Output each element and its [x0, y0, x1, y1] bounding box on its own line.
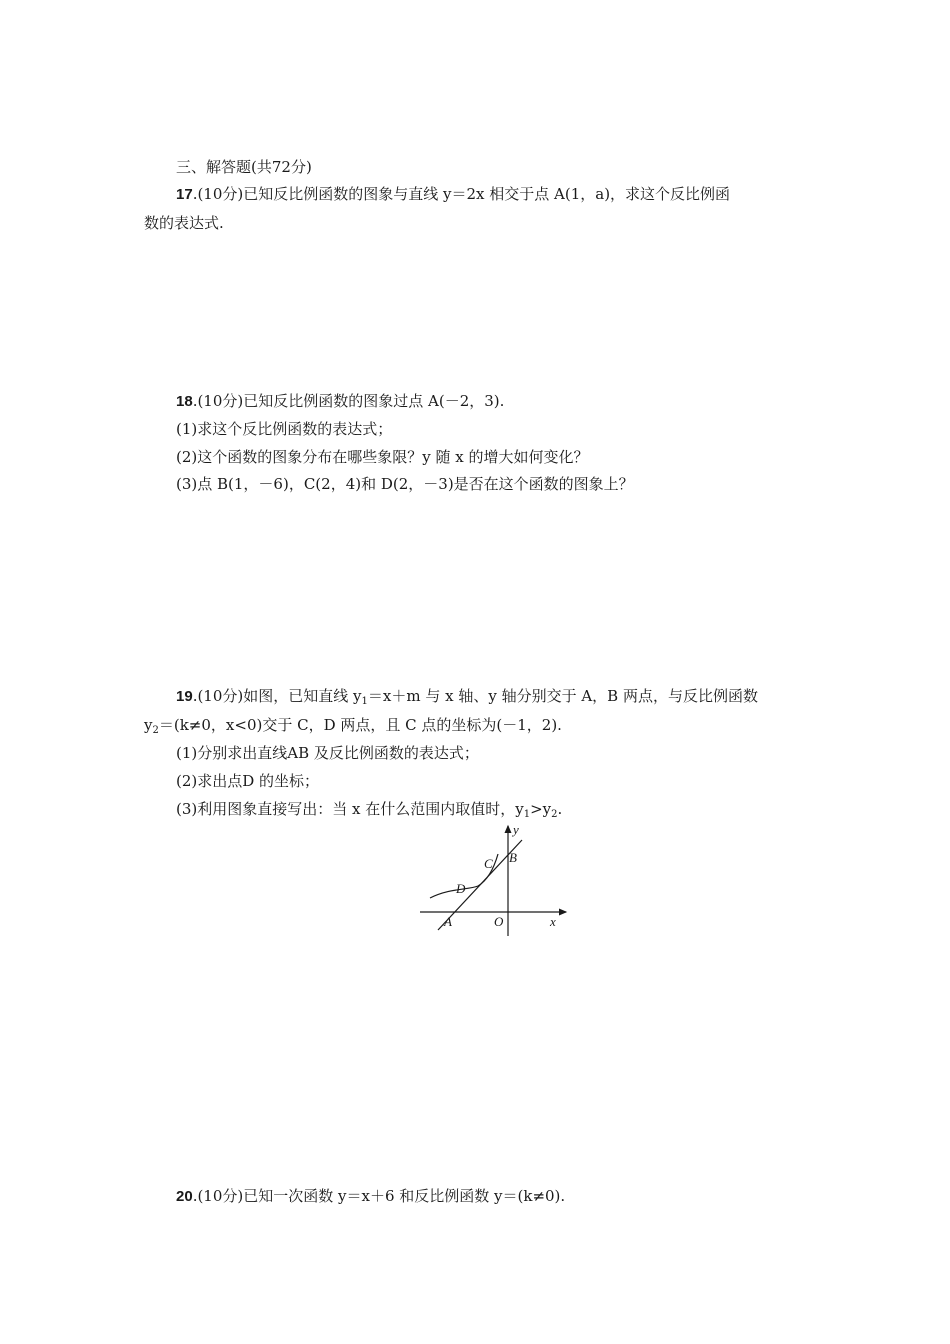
question-20-line1 [176, 1186, 565, 1207]
question-19-figure [412, 818, 572, 942]
question-18-text: .(10分)已知反比例函数的图象过点 A(－2，3). [192, 392, 505, 410]
question-18-part3: (3)点 B(1，－6)，C(2，4)和 D(2，－3)是否在这个函数的图象上？ [176, 475, 634, 493]
label-o: O [494, 914, 504, 929]
question-18-number: 18 [176, 393, 193, 410]
question-19-part3-c: . [557, 800, 563, 818]
question-19-part1: (1)分别求出直线AB 及反比例函数的表达式； [176, 744, 479, 762]
label-c: C [484, 856, 493, 871]
section-header: 三、解答题(共72分) [176, 158, 312, 176]
question-17-number: 17 [176, 186, 193, 203]
question-17-line1 [176, 184, 730, 205]
label-d: D [456, 881, 466, 896]
question-18-part1: (1)求这个反比例函数的表达式； [176, 420, 393, 438]
question-18-line1 [176, 391, 504, 412]
question-17-line2: 数的表达式. [144, 214, 224, 232]
question-19-text-a: .(10分)如图，已知直线 y [192, 687, 362, 705]
subscript-2: 2 [152, 725, 159, 736]
subscript-y2: 2 [551, 809, 558, 820]
question-19-number: 19 [176, 688, 193, 705]
question-17-text: .(10分)已知反比例函数的图象与直线 y＝2x 相交于点 A(1，a)，求这个反比例函 [192, 185, 731, 203]
label-b: B [509, 850, 517, 865]
question-19-part2: (2)求出点D 的坐标； [176, 772, 320, 790]
question-19-line2-a: y [144, 716, 153, 734]
subscript-1: 1 [361, 696, 368, 707]
question-20-text: .(10分)已知一次函数 y＝x＋6 和反比例函数 y＝(k≠0). [192, 1187, 566, 1205]
label-a: A [444, 914, 452, 929]
question-19-line2 [144, 715, 562, 741]
question-19-part3-a: (3)利用图象直接写出：当 x 在什么范围内取值时，y [176, 800, 524, 818]
question-19-line1 [176, 686, 758, 712]
question-19-text-b: ＝x＋m 与 x 轴、y 轴分别交于 A，B 两点，与反比例函数 [367, 687, 758, 705]
question-19-line2-b: ＝(k≠0，x<0)交于 C，D 两点，且 C 点的坐标为(－1，2). [158, 716, 562, 734]
question-18-part2: (2)这个函数的图象分布在哪些象限？y 随 x 的增大如何变化？ [176, 448, 589, 466]
question-19-part3-b: >y [530, 800, 552, 818]
subscript-y1: 1 [523, 809, 531, 820]
label-x: x [550, 914, 556, 929]
label-y: y [513, 822, 519, 837]
question-20-number: 20 [176, 1188, 193, 1205]
